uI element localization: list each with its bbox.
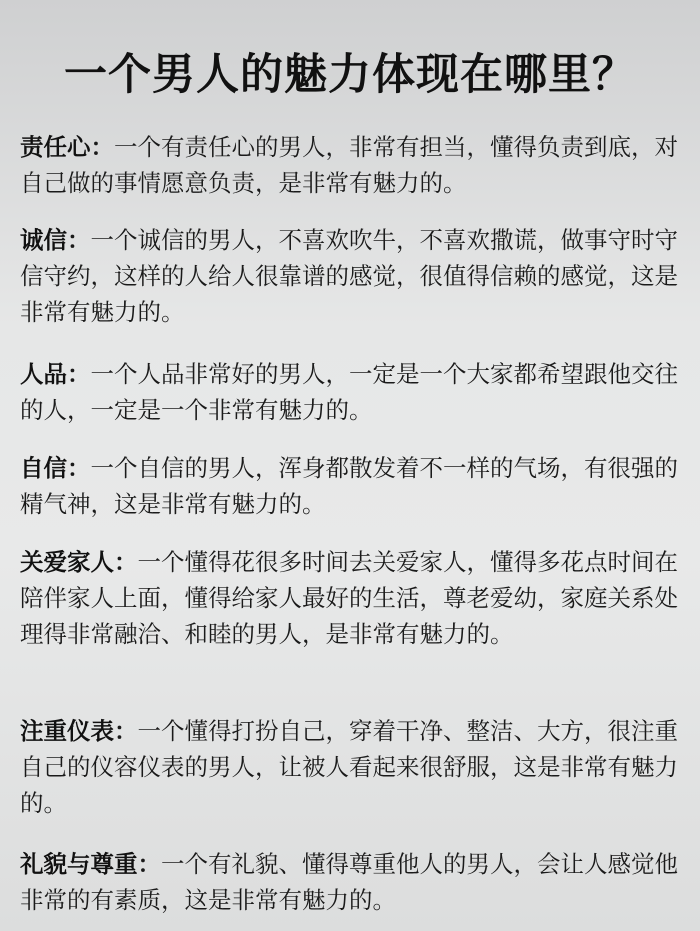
section-term: 人品 xyxy=(20,360,67,388)
section-courtesy-respect xyxy=(20,846,682,918)
section-text: 一个诚信的男人，不喜欢吹牛，不喜欢撒谎，做事守时守信守约，这样的人给人很靠谱的感觉，很值得信赖的感觉，这是非常有魅力的。 xyxy=(20,226,678,326)
term-colon: ： xyxy=(67,454,91,482)
section-text: 一个人品非常好的男人，一定是一个大家都希望跟他交往的人，一定是一个非常有魅力的。 xyxy=(20,360,678,424)
term-colon: ： xyxy=(67,226,91,254)
section-term: 责任心 xyxy=(20,133,91,161)
term-colon: ： xyxy=(67,360,91,388)
section-text: 一个自信的男人，浑身都散发着不一样的气场，有很强的精气神，这是非常有魅力的。 xyxy=(20,454,678,518)
term-colon: ： xyxy=(90,133,114,161)
section-responsibility xyxy=(20,129,682,201)
section-text: 一个有礼貌、懂得尊重他人的男人，会让人感觉他非常的有素质，这是非常有魅力的。 xyxy=(20,850,678,914)
section-term: 关爱家人 xyxy=(20,548,114,576)
section-integrity xyxy=(20,222,682,330)
page-title: 一个男人的魅力体现在哪里？ xyxy=(64,50,636,100)
section-term: 自信 xyxy=(20,454,67,482)
section-term: 诚信 xyxy=(20,226,67,254)
section-term: 礼貌与尊重 xyxy=(20,850,138,878)
term-colon: ： xyxy=(114,548,138,576)
section-text: 一个懂得花很多时间去关爱家人，懂得多花点时间在陪伴家人上面，懂得给家人最好的生活，尊老爱幼，家庭关系处理得非常融洽、和睦的男人，是非常有魅力的。 xyxy=(20,548,678,648)
section-term: 注重仪表 xyxy=(20,717,114,745)
section-family-care xyxy=(20,544,682,652)
section-appearance xyxy=(20,713,682,821)
section-text: 一个有责任心的男人，非常有担当，懂得负责到底，对自己做的事情愿意负责，是非常有魅力的。 xyxy=(20,133,678,197)
section-character xyxy=(20,356,682,428)
section-confidence xyxy=(20,450,682,522)
term-colon: ： xyxy=(114,717,138,745)
term-colon: ： xyxy=(137,850,161,878)
section-text: 一个懂得打扮自己，穿着干净、整洁、大方，很注重自己的仪容仪表的男人，让被人看起来很舒服，这是非常有魅力的。 xyxy=(20,717,678,817)
